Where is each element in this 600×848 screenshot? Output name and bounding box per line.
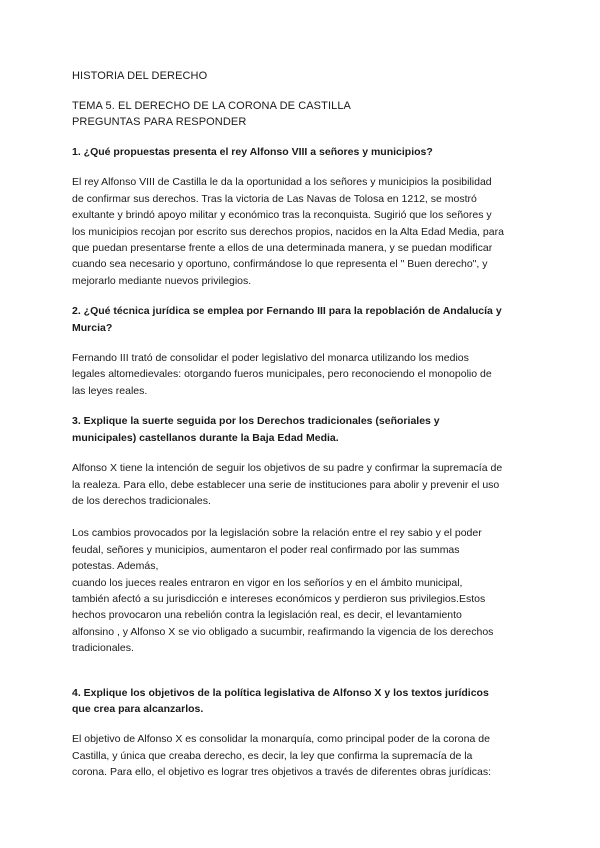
question-3-title: 3. Explique la suerte seguida por los Derechos tradicionales (señoriales y municipales) castellanos durante la Baja Edad Media. — [72, 415, 440, 444]
question-3-answer: Alfonso X tiene la intención de seguir los objetivos de su padre y confirmar la supremacía de la realeza. Para ello, debe establecer una serie de instituciones para abolir y prevenir el uso de los derechos tradicionales. — [72, 462, 503, 507]
question-2-answer: Fernando III trató de consolidar el poder legislativo del monarca utilizando los medios legales altomedievales: otorgando fueros municipales, pero reconociendo el monopolio de las leyes reales. — [72, 352, 492, 397]
document-page — [72, 68, 532, 781]
course-title: HISTORIA DEL DERECHO — [72, 70, 208, 82]
question-2-title: 2. ¿Qué técnica jurídica se emplea por Fernando III para la repoblación de Andalucía y Murcia? — [72, 305, 502, 334]
question-4-answer: El objetivo de Alfonso X es consolidar la monarquía, como principal poder de la corona de Castilla, y única que creaba derecho, es decir, la ley que confirma la supremacía de la corona. Para ello, el objetivo es lograr tres objetivos a través de diferentes obras jurídicas: — [72, 733, 492, 779]
question-1-answer: El rey Alfonso VIII de Castilla le da la oportunidad a los señores y municipios la posibilidad de confirmar sus derechos. Tras la victoria de Las Navas de Tolosa en 1212, se mostró exultante y brindó apoyo militar y económico tras la reconquista. Sugirió que los señores y los municipios recojan por escrito sus derechos propios, nacidos en la Alta Edad Media, para que puedan presentarse frente a ellos de una determinada manera, y se puedan modificar cuando sea necesario y oportuno, confirmándose lo que representa el " Buen derecho", y mejorarlo mediante nuevos privilegios. — [72, 176, 504, 287]
question-3-answer-continued: Los cambios provocados por la legislación sobre la relación entre el rey sabio y el poder feudal, señores y municipios, aumentaron el poder real confirmado por las summas potestas. Además, cuando los jueces reales entraron en vigor en los señoríos y en el ámbito municipal, también afectó a su jurisdicción e intereses económicos y perdieron sus privilegios.Estos hechos provocaron una rebelión contra la legislación real, es decir, el levantamiento alfonsino , y Alfonso X se vio obligado a sucumbir, reafirmando la vigencia de los derechos tradicionales. — [72, 527, 494, 655]
topic-title: TEMA 5. EL DERECHO DE LA CORONA DE CASTILLA — [72, 100, 351, 112]
question-4-title: 4. Explique los objetivos de la política legislativa de Alfonso X y los textos jurídicos que crea para alcanzarlos. — [72, 686, 489, 715]
question-1-title: 1. ¿Qué propuestas presenta el rey Alfonso VIII a señores y municipios? — [72, 146, 433, 158]
document-subtitle: PREGUNTAS PARA RESPONDER — [72, 116, 247, 128]
